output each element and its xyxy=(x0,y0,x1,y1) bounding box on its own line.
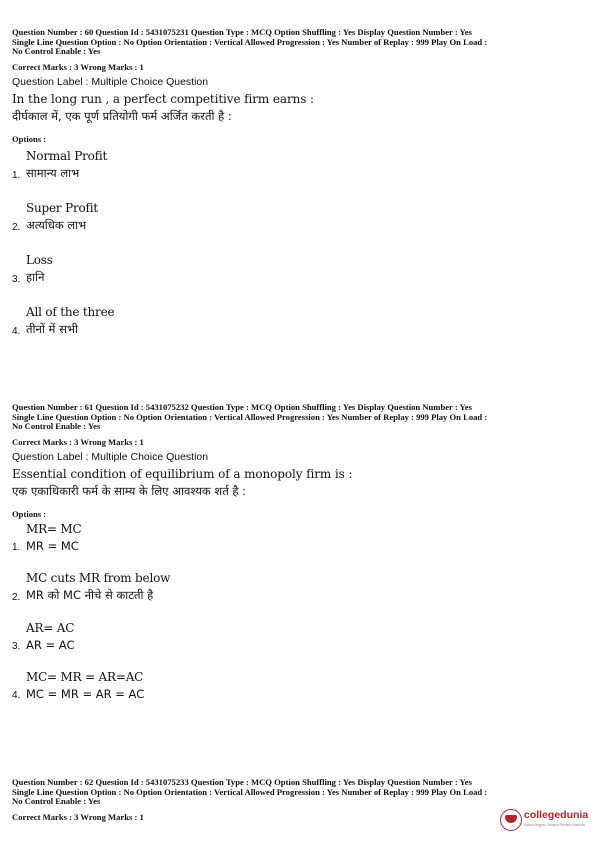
option-text-hindi: MR को MC नीचे से काटती है xyxy=(26,587,154,602)
question-label: Question Label : Multiple Choice Question xyxy=(12,450,209,463)
option-text-hindi: MR = MC xyxy=(26,538,79,553)
options-label: Options : xyxy=(12,133,47,144)
question-text-english: Essential condition of equilibrium of a monopoly firm is : xyxy=(12,466,353,481)
option-text-english: AR= AC xyxy=(26,620,75,635)
option-item xyxy=(12,522,584,553)
marks-line: Correct Marks : 3 Wrong Marks : 1 xyxy=(12,811,144,822)
option-text-english: Loss xyxy=(26,252,53,267)
option-item xyxy=(12,253,584,285)
marks-line: Correct Marks : 3 Wrong Marks : 1 xyxy=(12,61,144,72)
option-text-hindi: AR = AC xyxy=(26,637,75,652)
option-number: 3. xyxy=(12,640,21,652)
option-item xyxy=(12,571,584,603)
question-text-english: In the long run , a perfect competitive firm earns : xyxy=(12,91,314,106)
marks-line: Correct Marks : 3 Wrong Marks : 1 xyxy=(12,436,144,447)
option-text-hindi: तीनों में सभी xyxy=(26,321,78,336)
question-meta-line: Single Line Question Option : No Option Orientation : Vertical Allowed Progression : Yes Number of Replay : 999 Play On Load : xyxy=(12,786,488,797)
options-label: Options : xyxy=(12,508,47,519)
logo-brand-text: collegedunia xyxy=(524,809,589,821)
option-text-english: MR= MC xyxy=(26,521,82,536)
question-label: Question Label : Multiple Choice Question xyxy=(12,75,209,88)
question-text-hindi: एक एकाधिकारी फर्म के साम्य के लिए आवश्यक शर्त है : xyxy=(12,483,247,498)
option-number: 2. xyxy=(12,591,21,603)
collegedunia-logo xyxy=(500,808,592,834)
option-item xyxy=(12,621,584,652)
question-block-62 xyxy=(12,778,584,822)
question-block-60 xyxy=(12,28,584,337)
option-number: 1. xyxy=(12,169,21,181)
question-meta-line: Single Line Question Option : No Option Orientation : Vertical Allowed Progression : Yes Number of Replay : 999 Play On Load : xyxy=(12,36,488,47)
question-meta-line: No Control Enable : Yes xyxy=(12,421,101,432)
question-meta-line: Question Number : 61 Question Id : 5431075232 Question Type : MCQ Option Shuffling : Yes Display Question Number : Yes xyxy=(12,402,472,412)
option-text-hindi: सामान्य लाभ xyxy=(26,165,80,180)
option-number: 4. xyxy=(12,689,21,701)
option-number: 3. xyxy=(12,273,21,285)
question-meta-line: Question Number : 62 Question Id : 5431075233 Question Type : MCQ Option Shuffling : Yes Display Question Number : Yes xyxy=(12,777,472,787)
option-text-hindi: अत्यधिक लाभ xyxy=(26,217,87,232)
question-meta-line: No Control Enable : Yes xyxy=(12,796,101,807)
option-text-english: Super Profit xyxy=(26,200,99,215)
question-meta-line: Question Number : 60 Question Id : 5431075231 Question Type : MCQ Option Shuffling : Yes Display Question Number : Yes xyxy=(12,27,472,37)
option-text-hindi: MC = MR = AR = AC xyxy=(26,686,145,701)
option-item xyxy=(12,670,584,701)
option-number: 1. xyxy=(12,541,21,553)
option-number: 2. xyxy=(12,221,21,233)
option-text-english: MC= MR = AR=AC xyxy=(26,669,144,684)
option-text-english: MC cuts MR from below xyxy=(26,570,171,585)
option-item xyxy=(12,305,584,337)
question-meta-line: No Control Enable : Yes xyxy=(12,46,101,57)
option-text-english: All of the three xyxy=(26,304,115,319)
option-text-english: Normal Profit xyxy=(26,148,108,163)
option-item xyxy=(12,149,584,181)
option-item xyxy=(12,201,584,233)
graduation-cap-icon xyxy=(500,809,522,831)
question-text-hindi: दीर्घकाल में, एक पूर्ण प्रतियोगी फर्म अर्जित करती है : xyxy=(12,108,232,123)
option-text-hindi: हानि xyxy=(26,269,45,284)
option-number: 4. xyxy=(12,325,21,337)
question-block-61 xyxy=(12,403,584,701)
question-meta-line: Single Line Question Option : No Option Orientation : Vertical Allowed Progression : Yes Number of Replay : 999 Play On Load : xyxy=(12,411,488,422)
logo-tagline: India's largest Student Review Platform xyxy=(524,823,585,827)
